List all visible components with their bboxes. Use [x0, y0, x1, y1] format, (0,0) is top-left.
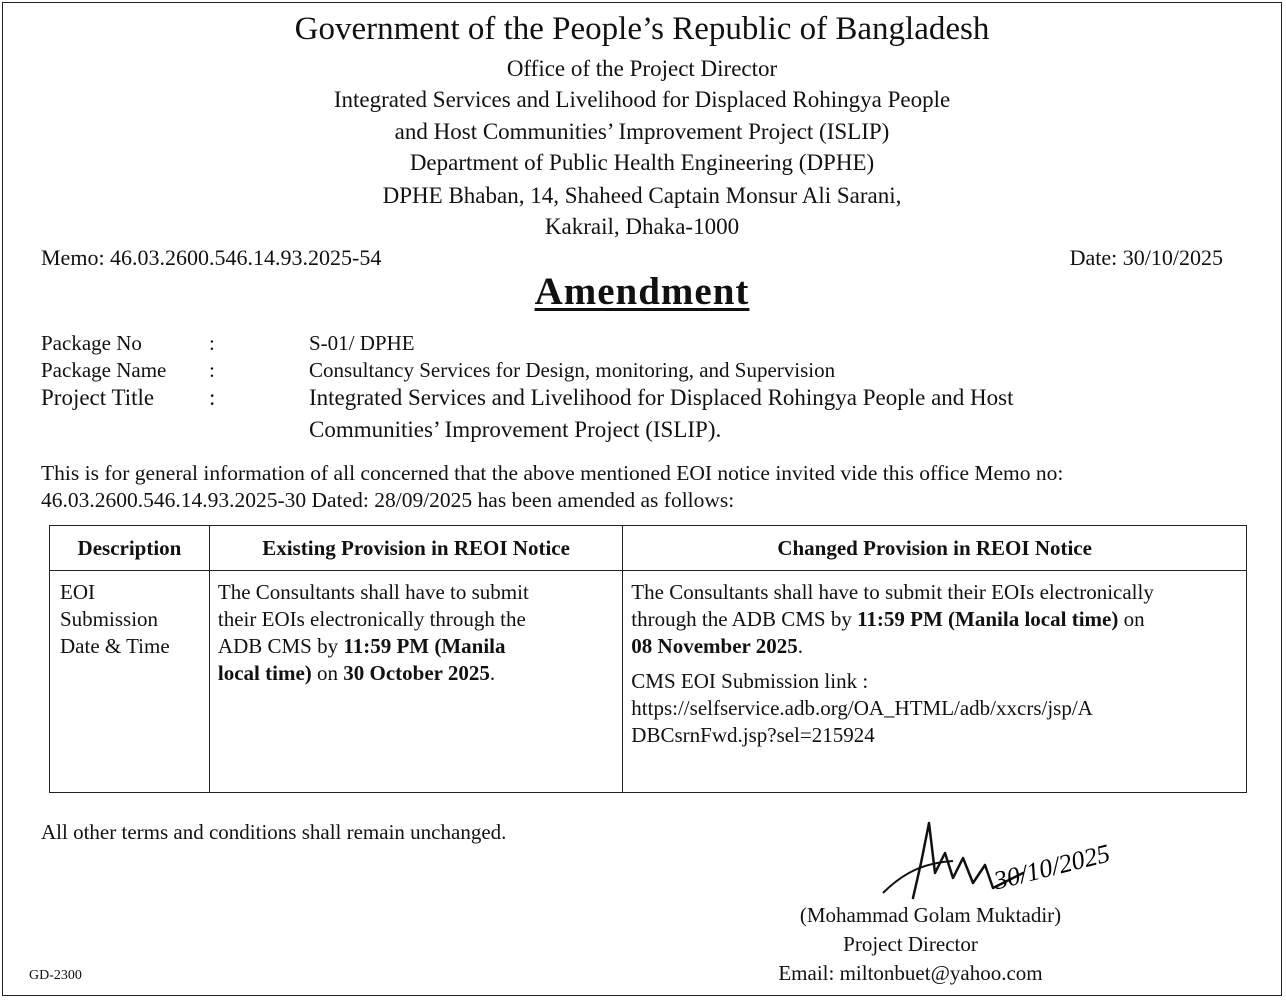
description-line: Date & Time [60, 634, 170, 658]
description-line: Submission [60, 607, 159, 631]
cms-link-label: CMS EOI Submission link : [631, 669, 869, 693]
office-line: Office of the Project Director [506, 56, 778, 81]
changed-text: through the ADB CMS by [631, 607, 858, 631]
signatory-email: Email: miltonbuet@yahoo.com [778, 961, 1043, 985]
table-row [50, 571, 1247, 793]
header-description: Description [50, 526, 210, 571]
changed-time: 11:59 PM (Manila local time) [857, 607, 1119, 631]
footer-note: All other terms and conditions shall remain unchanged. [41, 820, 507, 844]
signatory-designation: Project Director [843, 932, 978, 956]
package-name-label: Package Name [41, 358, 167, 382]
document-code: GD-2300 [29, 968, 82, 983]
amendment-notice [2, 2, 1282, 996]
header-existing: Existing Provision in REOI Notice [209, 526, 622, 571]
package-no-value: S-01/ DPHE [309, 331, 415, 355]
signatory-name: (Mohammad Golam Muktadir) [799, 903, 1062, 927]
project-title-label: Project Title [41, 385, 155, 410]
intro-line-1: This is for general information of all concerned that the above mentioned EOI notice invited vide this office Memo no: [41, 461, 1064, 485]
existing-time-2: local time) [217, 661, 312, 685]
project-title-value-1: Integrated Services and Livelihood for Displaced Rohingya People and Host [309, 385, 1014, 410]
header-changed: Changed Provision in REOI Notice [623, 526, 1247, 571]
project-line-1: Integrated Services and Livelihood for Displaced Rohingya People [333, 87, 951, 112]
cms-link-line-1[interactable]: https://selfservice.adb.org/OA_HTML/adb/xxcrs/jsp/A [631, 696, 1093, 720]
colon: : [209, 385, 216, 410]
colon: : [209, 331, 215, 355]
intro-line-2: 46.03.2600.546.14.93.2025-30 Dated: 28/09/2025 has been amended as follows: [41, 488, 735, 512]
existing-line [218, 660, 614, 687]
changed-date: 08 November 2025 [631, 634, 798, 658]
existing-text: . [489, 661, 496, 685]
amendment-heading [3, 269, 1281, 314]
existing-text: on [311, 661, 344, 685]
description-cell [50, 571, 210, 793]
existing-date: 30 October 2025 [343, 661, 490, 685]
existing-provision-cell [209, 571, 622, 793]
colon: : [209, 358, 215, 382]
memo-date: Date: 30/10/2025 [1069, 245, 1223, 270]
project-title-value-2: Communities’ Improvement Project (ISLIP). [309, 417, 722, 442]
changed-line [631, 606, 1238, 633]
changed-text: on [1118, 607, 1145, 631]
department-line: Department of Public Health Engineering (DPHE) [409, 150, 875, 175]
address-line-2: Kakrail, Dhaka-1000 [544, 214, 740, 239]
amendment-heading-text: Amendment [534, 270, 750, 313]
table-header-row [50, 526, 1247, 571]
package-no-label: Package No [41, 331, 142, 355]
cms-link-line-2[interactable]: DBCsrnFwd.jsp?sel=215924 [631, 723, 875, 747]
address-line-1: DPHE Bhaban, 14, Shaheed Captain Monsur Ali Sarani, [382, 183, 902, 208]
signature-date: 30/10/2025 [990, 838, 1113, 896]
changed-provision-cell [623, 571, 1247, 793]
government-title: Government of the People’s Republic of Bangladesh [294, 11, 990, 47]
existing-line: their EOIs electronically through the [217, 607, 526, 631]
memo-number: Memo: 46.03.2600.546.14.93.2025-54 [41, 245, 382, 270]
intro-paragraph [41, 460, 1251, 514]
description-line: EOI [60, 580, 95, 604]
existing-text: ADB CMS by [217, 634, 344, 658]
existing-line: The Consultants shall have to submit [217, 580, 529, 604]
package-name-value: Consultancy Services for Design, monitoring, and Supervision [309, 358, 836, 382]
existing-time: 11:59 PM (Manila [343, 634, 506, 658]
handwritten-signature [863, 803, 1123, 913]
project-line-2: and Host Communities’ Improvement Project (ISLIP) [394, 119, 890, 144]
changed-line [631, 633, 1238, 660]
existing-line [218, 633, 614, 660]
changed-text: . [797, 634, 803, 658]
changed-line: The Consultants shall have to submit their EOIs electronically [631, 580, 1154, 604]
amendment-table [49, 525, 1247, 793]
